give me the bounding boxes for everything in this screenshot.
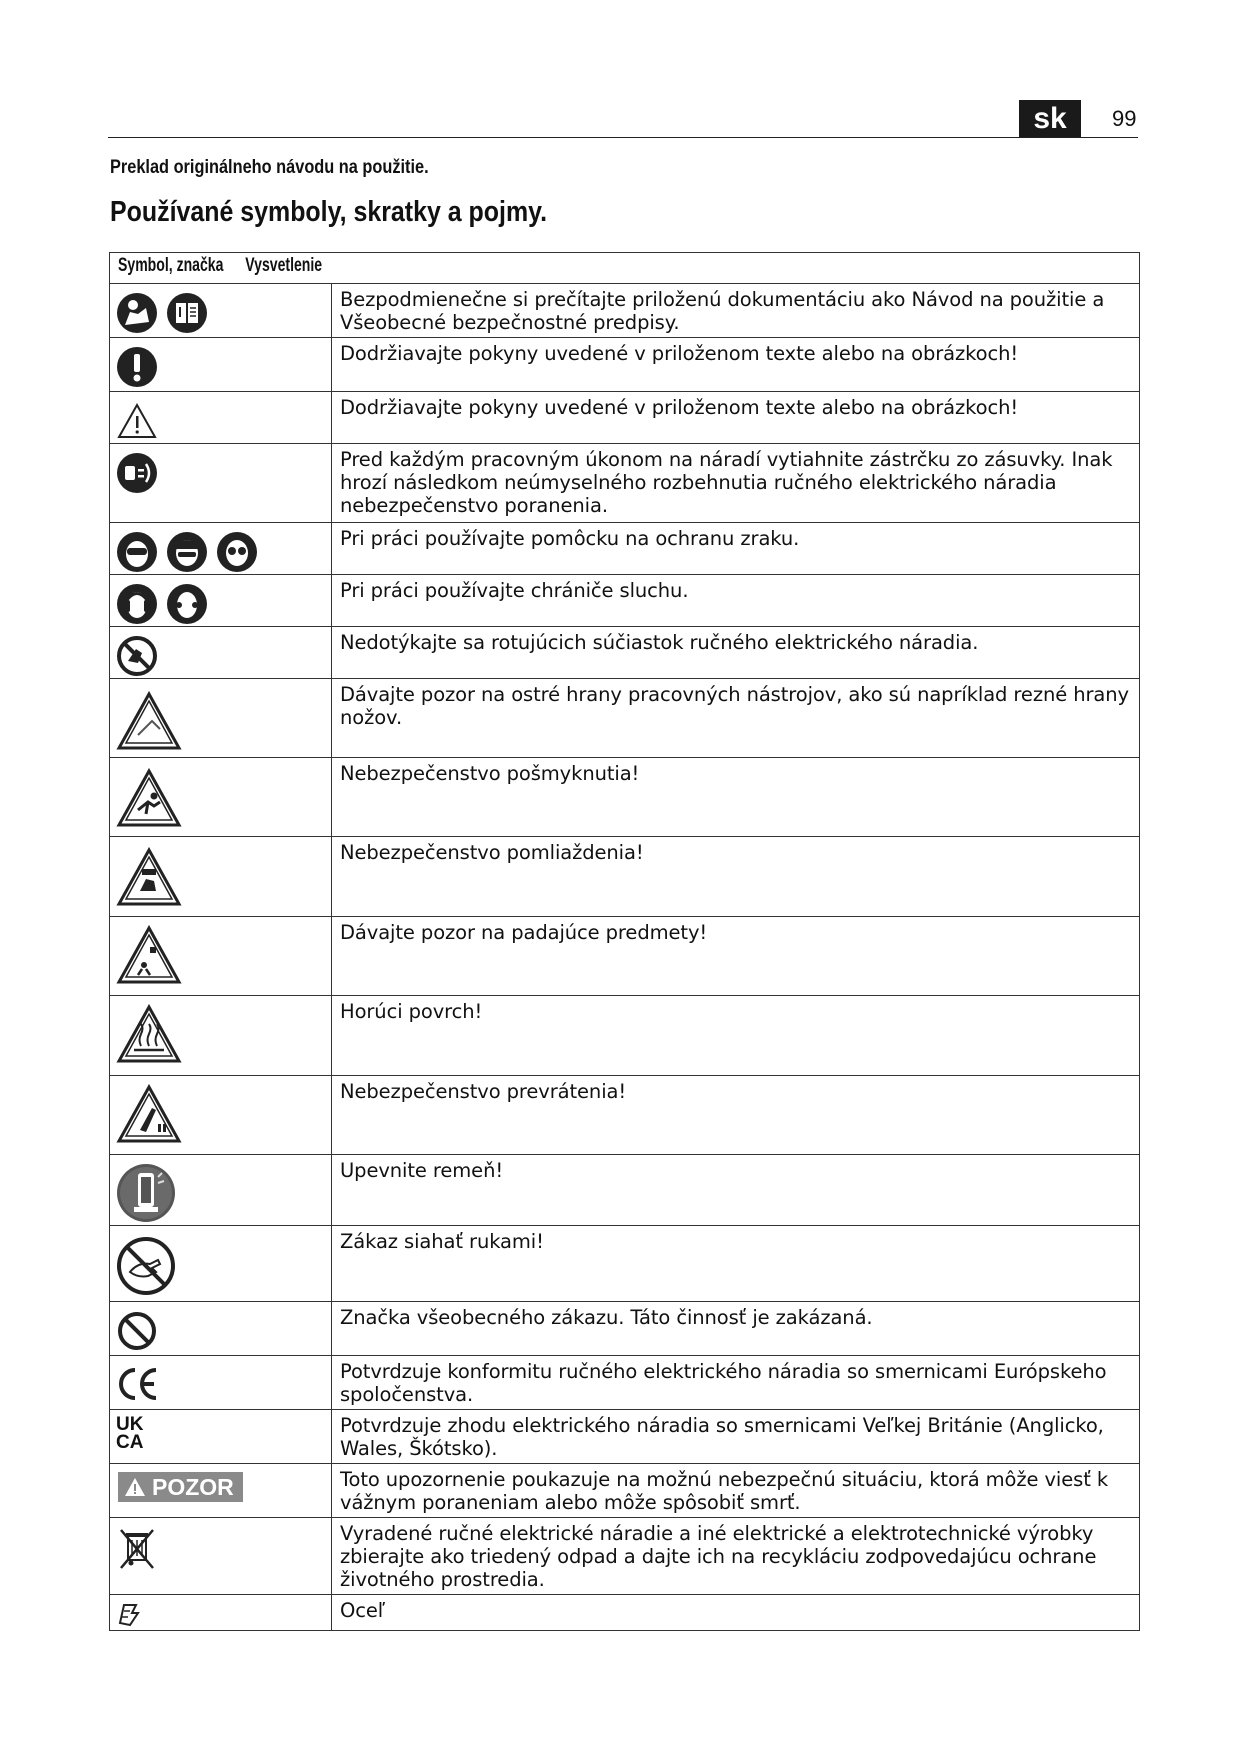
row-text: Toto upozornenie poukazuje na možnú nebezpečnú situáciu, ktorá môže viesť k vážnym poraneniam alebo môže spôsobiť smrť. (332, 1464, 1140, 1518)
table-row (110, 917, 1140, 996)
row-text: Značka všeobecného zákazu. Táto činnosť je zakázaná. (332, 1302, 1140, 1356)
table-row (110, 1356, 1140, 1410)
row-text: Vyradené ručné elektrické náradie a iné elektrické a elektrotechnické výrobky zbierajte ako triedený odpad a dajte ich na recykláciu zodpovedajúcu ochrane životného prostredia. (332, 1518, 1140, 1595)
table-row (110, 338, 1140, 392)
symbols-table (109, 252, 1140, 1631)
table-row (110, 1076, 1140, 1155)
fasten-strap-icon (116, 1163, 176, 1223)
subtitle: Preklad originálneho návodu na použitie. (110, 157, 429, 178)
table-row (110, 1518, 1140, 1595)
warning-triangle-icon (116, 400, 158, 442)
row-text: Dávajte pozor na ostré hrany pracovných nástrojov, ako sú napríklad rezné hrany nožov. (332, 679, 1140, 758)
ear-plugs-icon (166, 583, 208, 625)
page-title: Používané symboly, skratky a pojmy. (110, 196, 548, 228)
goggles-icon (216, 531, 258, 573)
table-row (110, 575, 1140, 627)
table-row (110, 1595, 1140, 1631)
table-row (110, 1464, 1140, 1518)
row-text: Nebezpečenstvo pošmyknutia! (332, 758, 1140, 837)
read-manual-icon (116, 292, 158, 334)
table-row (110, 758, 1140, 837)
col-explanation-header: Vysvetlenie (245, 255, 322, 276)
ce-mark-icon (116, 1364, 160, 1404)
row-text: Pred každým pracovným úkonom na náradí vytiahnite zástrčku zo zásuvky. Inak hrozí následkom neúmyselného rozbehnutia ručného elektrického náradia nebezpečenstvo poranenia. (332, 444, 1140, 523)
table-row (110, 1302, 1140, 1356)
ukca-mark-icon: UK CA (116, 1414, 144, 1453)
header-rule (108, 137, 1138, 138)
ear-muffs-icon (116, 583, 158, 625)
table-row (110, 1226, 1140, 1302)
row-text: Potvrdzuje zhodu elektrického náradia so smernicami Veľkej Británie (Anglicko, Wales, Škótsko). (332, 1410, 1140, 1464)
row-text: Bezpodmienečne si prečítajte priloženú dokumentáciu ako Návod na použitie a Všeobecné bezpečnostné predpisy. (332, 284, 1140, 338)
row-text: Pri práci používajte pomôcku na ochranu zraku. (332, 523, 1140, 575)
row-text: Nebezpečenstvo prevrátenia! (332, 1076, 1140, 1155)
manual-book-icon (166, 292, 208, 334)
warning-triangle-icon (124, 1477, 146, 1497)
page-number: 99 (1112, 106, 1137, 131)
col-symbol-header: Symbol, značka (118, 255, 224, 276)
crush-hazard-icon (116, 847, 182, 907)
no-hands-icon (116, 1236, 176, 1296)
face-shield-icon (116, 531, 158, 573)
unplug-icon (116, 452, 158, 494)
row-text: Zákaz siahať rukami! (332, 1226, 1140, 1302)
row-text: Upevnite remeň! (332, 1155, 1140, 1226)
sharp-edges-icon (116, 691, 182, 751)
safety-glasses-icon (166, 531, 208, 573)
table-row (110, 627, 1140, 679)
row-text: Oceľ (332, 1595, 1140, 1631)
hot-surface-icon (116, 1004, 182, 1064)
table-row (110, 523, 1140, 575)
slip-hazard-icon (116, 768, 182, 828)
tipping-hazard-icon (116, 1084, 182, 1144)
table-row (110, 284, 1140, 338)
steel-recycle-icon (116, 1601, 144, 1627)
no-touch-rotating-icon (116, 635, 158, 677)
table-row (110, 392, 1140, 444)
weee-bin-icon (116, 1526, 158, 1572)
row-text: Dávajte pozor na padajúce predmety! (332, 917, 1140, 996)
exclamation-icon (116, 346, 158, 388)
table-row (110, 679, 1140, 758)
language-badge: sk (1019, 100, 1081, 137)
table-row (110, 996, 1140, 1076)
table-row (110, 837, 1140, 917)
pozor-label-icon: POZOR (118, 1472, 243, 1502)
row-text: Potvrdzuje konformitu ručného elektrického náradia so smernicami Európskeho spoločenstva. (332, 1356, 1140, 1410)
table-row (110, 444, 1140, 523)
row-text: Horúci povrch! (332, 996, 1140, 1076)
row-text: Nedotýkajte sa rotujúcich súčiastok ručného elektrického náradia. (332, 627, 1140, 679)
row-text: Nebezpečenstvo pomliaždenia! (332, 837, 1140, 917)
row-text: Dodržiavajte pokyny uvedené v priloženom texte alebo na obrázkoch! (332, 338, 1140, 392)
row-text: Pri práci používajte chrániče sluchu. (332, 575, 1140, 627)
falling-objects-icon (116, 925, 182, 985)
table-header-row (110, 253, 1140, 284)
table-row (110, 1410, 1140, 1464)
row-text: Dodržiavajte pokyny uvedené v priloženom texte alebo na obrázkoch! (332, 392, 1140, 444)
prohibition-icon (116, 1310, 158, 1352)
table-row (110, 1155, 1140, 1226)
